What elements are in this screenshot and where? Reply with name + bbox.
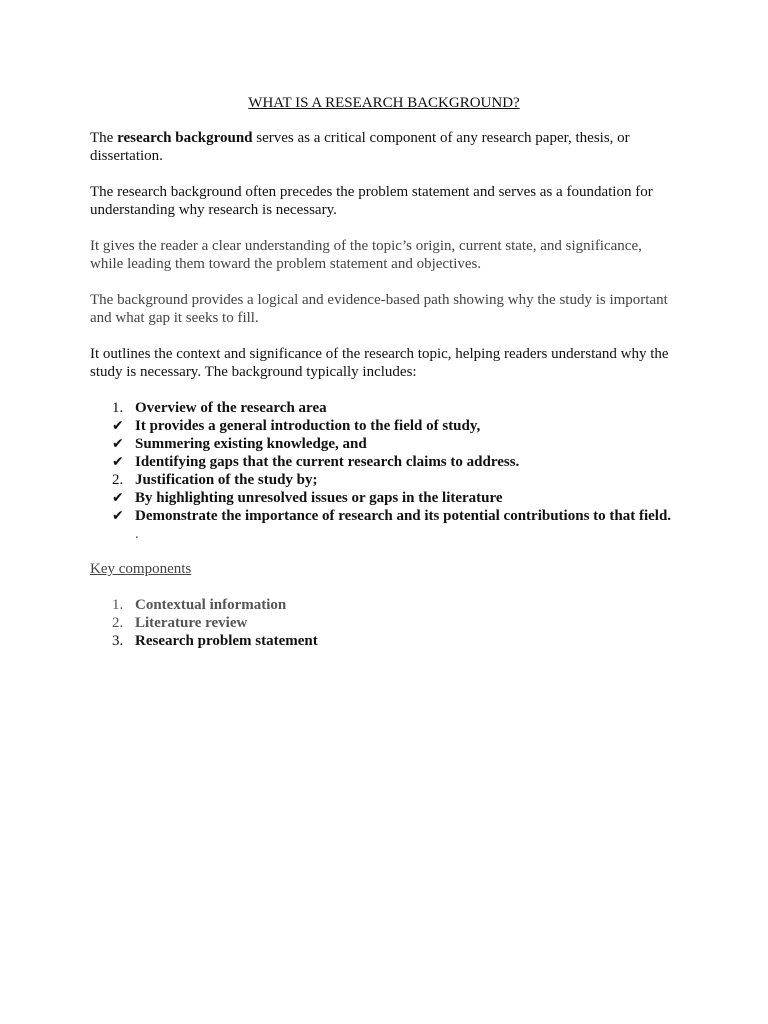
paragraph-context: It outlines the context and significance of the research topic, helping readers understand why the study is necessary. The background typically includes: (90, 346, 669, 380)
list-number: 1. (112, 400, 124, 416)
list-item-label: Justification of the study by; (135, 472, 318, 488)
list-item-label: Research problem statement (135, 633, 318, 649)
check-item-text: It provides a general introduction to the field of study, (135, 418, 481, 434)
check-sublist-wrapper (90, 489, 678, 525)
list-item-label: Overview of the research area (135, 400, 327, 416)
checkmark-icon: ✔ (112, 508, 124, 524)
document-title: WHAT IS A RESEARCH BACKGROUND? (248, 95, 520, 111)
list-number: 3. (112, 633, 124, 649)
checkmark-icon: ✔ (112, 436, 124, 452)
paragraph-precedes: The research background often precedes the problem statement and serves as a foundation for understanding why research is necessary. (90, 184, 653, 218)
intro-post: serves as a critical component of any research paper, thesis, or dissertation. (90, 130, 630, 164)
check-sublist (90, 417, 678, 471)
paragraph-intro (90, 129, 678, 165)
check-sublist (90, 489, 678, 525)
check-item-text: Demonstrate the importance of research and its potential contributions to that field. (135, 508, 672, 524)
check-sublist-wrapper (90, 417, 678, 471)
check-item (90, 417, 678, 435)
checkmark-icon: ✔ (112, 490, 124, 506)
check-item-text: By highlighting unresolved issues or gaps in the literature (135, 490, 503, 506)
list-number: 2. (112, 615, 124, 631)
check-item (90, 489, 678, 507)
key-components-heading: Key components (90, 561, 192, 577)
list-number: 2. (112, 472, 124, 488)
list-item (90, 596, 678, 614)
intro-bold-term: research background (117, 130, 253, 146)
check-item (90, 507, 678, 525)
list-item-label: Literature review (135, 615, 248, 631)
checkmark-icon: ✔ (112, 454, 124, 470)
list-item (90, 614, 678, 632)
list-number: 1. (112, 597, 124, 613)
list-item (90, 471, 678, 489)
list-item (90, 399, 678, 417)
paragraph-understanding: It gives the reader a clear understanding of the topic’s origin, current state, and significance, while leading them toward the problem statement and objectives. (90, 238, 642, 272)
intro-pre: The (90, 130, 118, 146)
check-item (90, 435, 678, 453)
paragraph-logical-path: The background provides a logical and evidence-based path showing why the study is important and what gap it seeks to fill. (90, 292, 668, 326)
check-item-text: Identifying gaps that the current research claims to address. (135, 454, 520, 470)
check-item-text: Summering existing knowledge, and (135, 436, 367, 452)
checkmark-icon: ✔ (112, 418, 124, 434)
list-item-label: Contextual information (135, 597, 287, 613)
key-components-list (90, 596, 678, 650)
includes-list (90, 399, 678, 525)
list-item (90, 632, 678, 650)
stray-dot: . (135, 526, 139, 542)
check-item (90, 453, 678, 471)
